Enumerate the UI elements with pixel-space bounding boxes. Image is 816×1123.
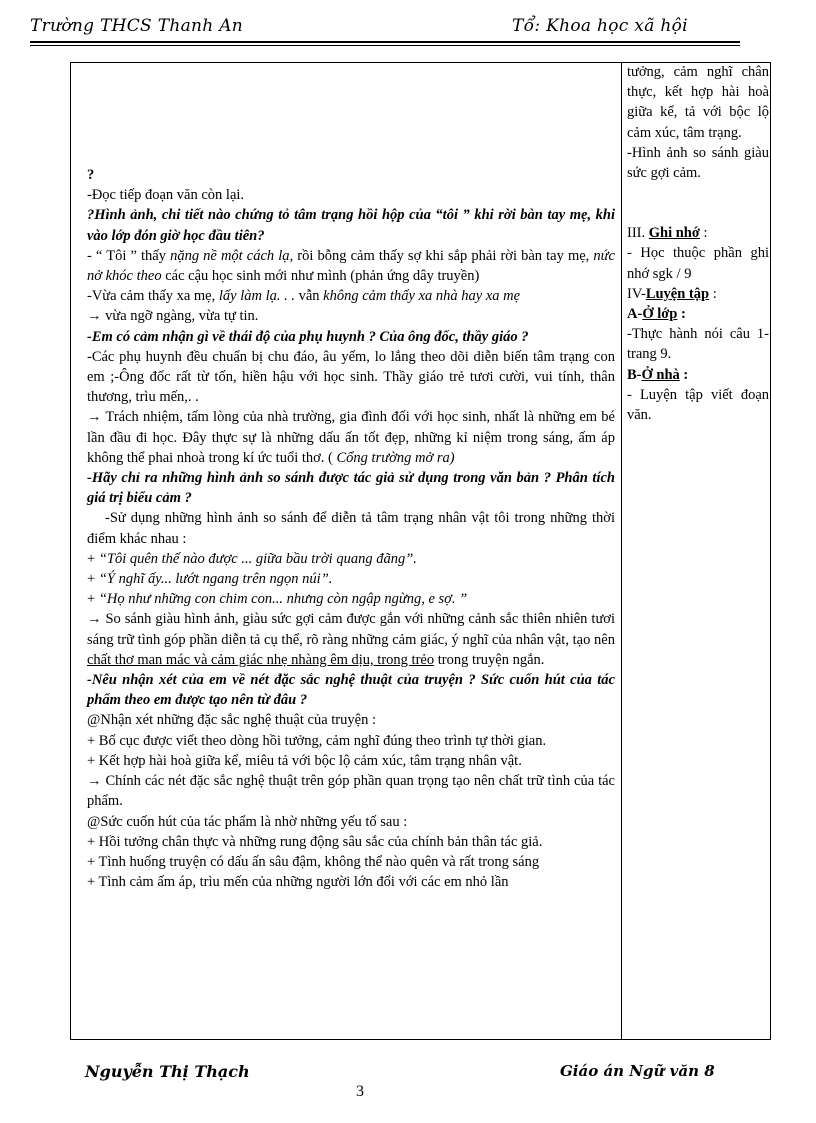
answer-4e: @Sức cuốn hút của tác phẩm là nhờ những yếu tố sau : — [87, 813, 408, 830]
school-name: Trường THCS Thanh An — [30, 16, 244, 36]
line-read-on: -Đọc tiếp đoạn văn còn lại. — [87, 187, 245, 204]
answer-4b: + Bố cục được viết theo dòng hồi tưởng, cảm nghĩ đúng theo trình tự thời gian. — [87, 732, 547, 749]
page-number: 3 — [356, 1083, 364, 1100]
footer-book-title: Giáo án Ngữ văn 8 — [560, 1062, 715, 1080]
side-note-2: -Hình ảnh so sánh giàu sức gợi cảm. — [627, 144, 769, 182]
column-divider — [621, 63, 622, 1039]
question-3: -Hãy chỉ ra những hình ảnh so sánh được tác giả sử dụng trong văn bản ? Phân tích giá trị biểu cảm ? — [87, 470, 615, 507]
header-rule-thin — [30, 45, 740, 46]
side-note-ghi-nho: - Học thuộc phần ghi nhớ sgk / 9 — [627, 245, 769, 282]
answer-3e: → So sánh giàu hình ảnh, giàu sức gợi cảm được gắn với những cảnh sắc thiên nhiên tươi sáng trữ tình góp phần diễn tả cụ thể, rõ ràng những cảm giác, ý nghĩ của nhân vật, tạo nên chất thơ man mác và cảm giác nhẹ nhàng êm dịu, trong trẻo trong truyện ngắn. — [87, 611, 615, 668]
answer-1b: -Vừa cảm thấy xa mẹ, lấy làm lạ. . . vẫn không cảm thấy xa nhà hay xa mẹ — [87, 288, 521, 305]
side-note-1: tưởng, cảm nghĩ chân thực, kết hợp hài hoà giữa kể, tả với bộc lộ cảm xúc, tâm trạng. — [627, 64, 769, 141]
answer-4d: → Chính các nét đặc sắc nghệ thuật trên góp phần quan trọng tạo nên chất trữ tình của tác phẩm. — [87, 773, 615, 810]
header-rule — [30, 41, 740, 43]
side-note-o-nha: - Luyện tập viết đoạn văn. — [627, 386, 769, 424]
section-ghi-nho: III. Ghi nhớ : — [627, 225, 708, 242]
answer-2a: -Các phụ huynh đều chuẩn bị chu đáo, âu yếm, lo lắng theo dõi diễn biến tâm trạng con em ;-Ông đốc rất từ tốn, hiền hậu với học sinh. Thầy giáo trẻ tươi cười, vui tính, thân thương, trìu mến,. . — [87, 348, 615, 406]
subsection-o-lop: A-Ở lớp : — [627, 306, 686, 323]
answer-3c: + “Ý nghĩ ấy... lướt ngang trên ngọn núi”. — [87, 571, 333, 588]
question-4: -Nêu nhận xét của em về nét đặc sắc nghệ thuật của truyện ? Sức cuốn hút của tác phẩm theo em được tạo nên từ đâu ? — [87, 672, 615, 709]
answer-1c: → vừa ngỡ ngàng, vừa tự tin. — [87, 308, 259, 325]
lesson-content-column — [627, 62, 769, 425]
answer-3d: + “Họ như những con chim con... nhưng còn ngập ngừng, e sợ. ” — [87, 591, 468, 608]
answer-4c: + Kết hợp hài hoà giữa kể, miêu tả với bộc lộ cảm xúc, tâm trạng nhân vật. — [87, 752, 522, 769]
teacher-student-activity-column — [87, 165, 615, 892]
answer-4g: + Tình huống truyện có dấu ấn sâu đậm, không thể nào quên và rất trong sáng — [87, 853, 540, 870]
answer-4f: + Hồi tưởng chân thực và những rung động sâu sắc của chính bản thân tác giả. — [87, 833, 543, 850]
answer-4h: + Tình cảm ấm áp, trìu mến của những người lớn đối với các em nhỏ lần — [87, 874, 509, 891]
answer-3b: + “Tôi quên thế nào được ... giữa bầu trời quang đãng”. — [87, 550, 417, 567]
footer-author: Nguyễn Thị Thạch — [85, 1062, 250, 1081]
section-luyen-tap: IV-Luyện tập : — [627, 285, 717, 302]
question-mark: ? — [87, 167, 95, 183]
answer-2b: → Trách nhiệm, tấm lòng của nhà trường, gia đình đối với học sinh, nhất là những em bé lần đầu đi học. Đây thực sự là những dấu ấn tốt đẹp, những kỉ niệm trong sáng, ấm áp không thể phai nhoà trong kí ức tuổi thơ. ( Cổng trường mở ra) — [87, 409, 615, 466]
side-note-o-lop: -Thực hành nói câu 1-trang 9. — [627, 326, 769, 363]
answer-3a: -Sử dụng những hình ảnh so sánh để diễn tả tâm trạng nhân vật tôi trong những thời điểm khác nhau : — [87, 510, 615, 547]
answer-4a: @Nhận xét những đặc sắc nghệ thuật của truyện : — [87, 712, 376, 729]
answer-1a: - “ Tôi ” thấy nặng nề một cách lạ, rồi bỗng cảm thấy sợ khi sắp phải rời bàn tay mẹ, nức nở khóc theo các cậu học sinh mới như mình (phản ứng dây truyền) — [87, 247, 615, 285]
department-name: Tổ: Khoa học xã hội — [512, 16, 688, 36]
subsection-o-nha: B-Ở nhà : — [627, 366, 689, 383]
question-2: -Em có cảm nhận gì về thái độ của phụ huynh ? Của ông đốc, thầy giáo ? — [87, 328, 529, 345]
page-header — [30, 14, 740, 40]
question-1: ?Hình ảnh, chi tiết nào chứng tỏ tâm trạng hồi hộp của “tôi ” khi rời bàn tay mẹ, khi vào lớp đón giờ học đầu tiên? — [87, 207, 615, 244]
